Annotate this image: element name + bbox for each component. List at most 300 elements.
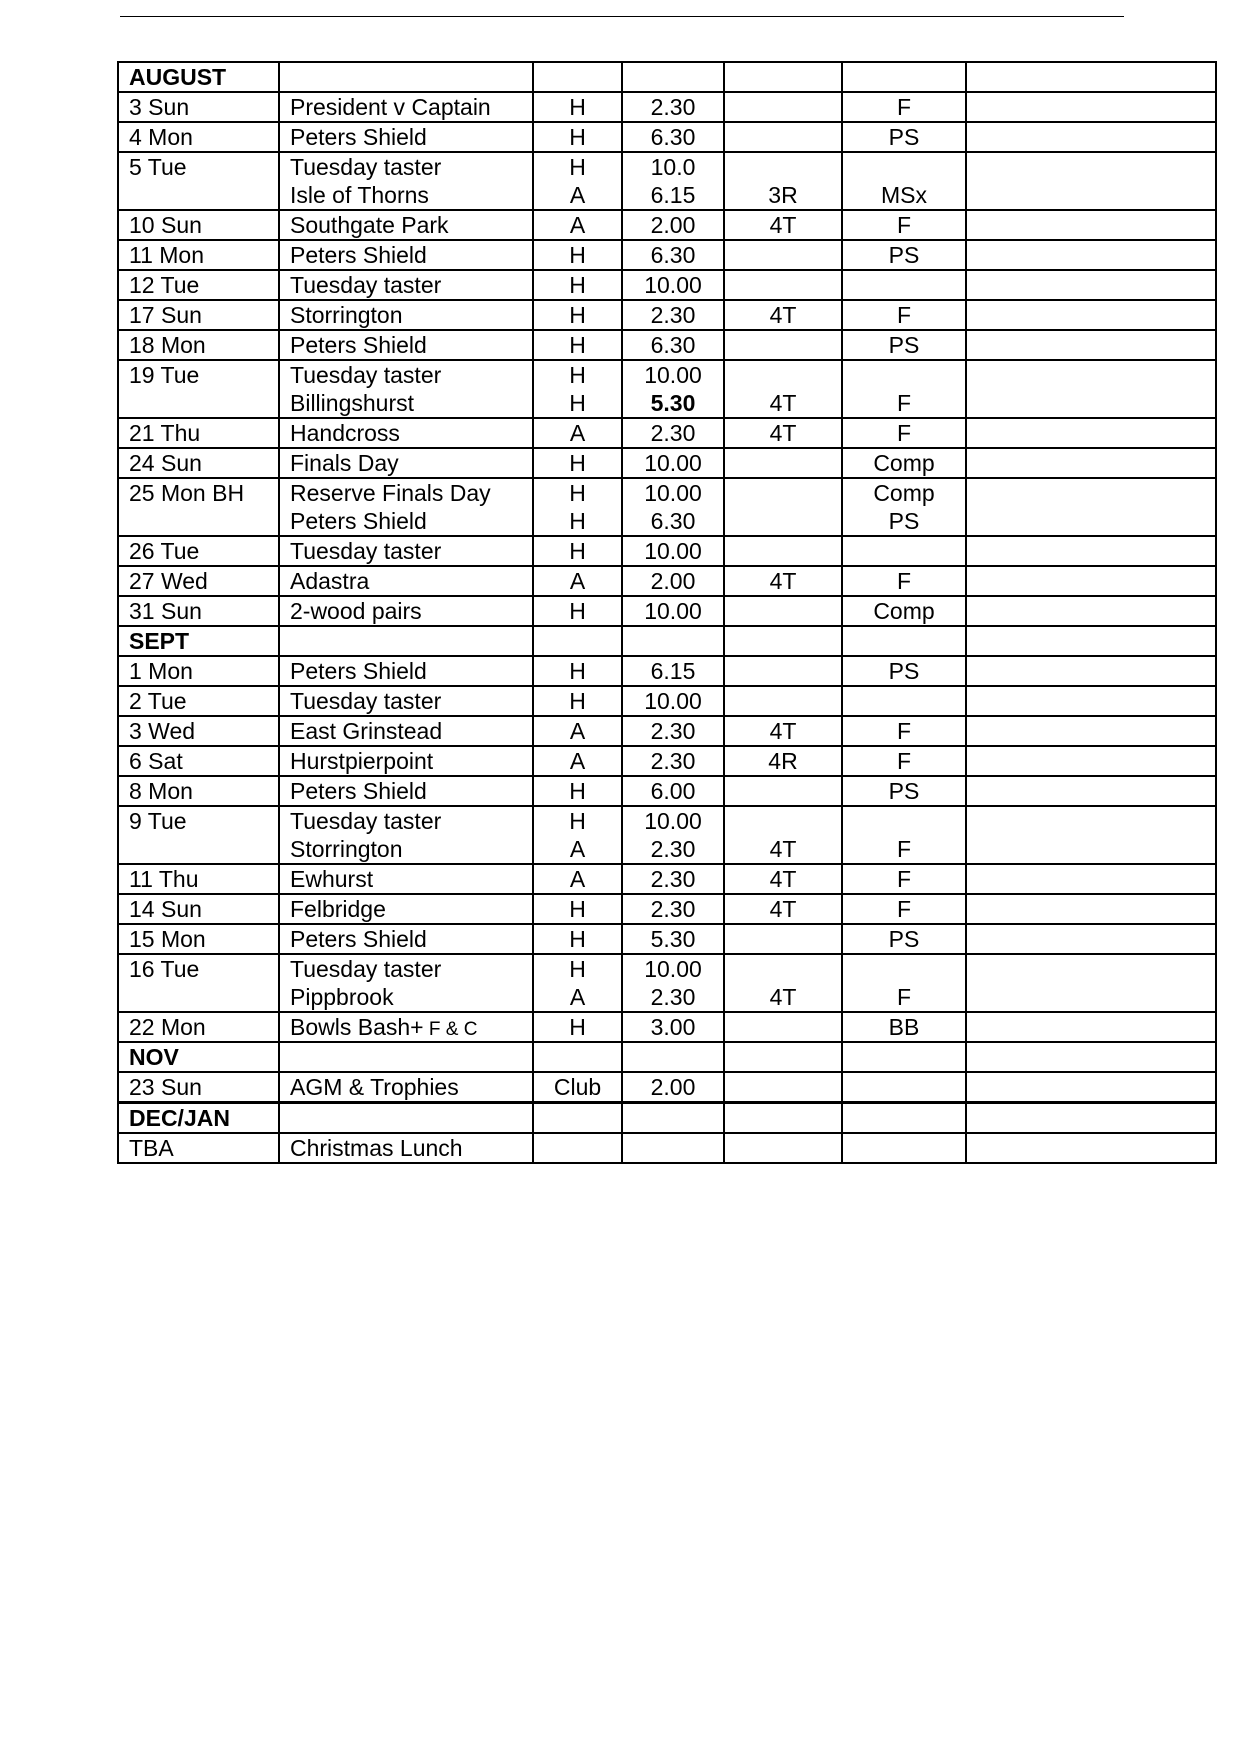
fixture-event: Hurstpierpoint	[290, 748, 434, 774]
fixture-event: Peters Shield	[290, 332, 427, 358]
fixture-venue-cell	[533, 152, 622, 210]
fixture-event-line	[290, 925, 532, 953]
fixture-row	[118, 894, 1216, 924]
fixture-venue: H	[569, 658, 586, 684]
fixture-time: 5.30	[650, 390, 696, 416]
fixture-team-cell	[724, 716, 842, 746]
fixture-type: F	[896, 984, 912, 1010]
fixture-team: 4T	[769, 984, 797, 1010]
fixture-venue-cell	[533, 864, 622, 894]
fixture-type-cell	[842, 418, 966, 448]
fixture-time-cell	[622, 330, 724, 360]
fixture-team-cell	[724, 210, 842, 240]
fixture-date: 3 Sun	[118, 92, 279, 122]
fixture-team-cell	[724, 864, 842, 894]
fixture-event-cell	[279, 1072, 533, 1103]
fixture-event-line	[290, 361, 532, 389]
fixture-event-line	[290, 895, 532, 923]
fixture-type: F	[896, 212, 912, 238]
fixture-notes-cell	[966, 478, 1216, 536]
fixture-row	[118, 746, 1216, 776]
fixture-time: 10.00	[644, 808, 702, 834]
fixture-row	[118, 536, 1216, 566]
fixture-time-cell	[622, 924, 724, 954]
fixture-team	[725, 687, 841, 715]
fixture-event: Reserve Finals Day	[290, 480, 491, 506]
fixture-event: Billingshurst	[290, 390, 414, 416]
fixture-event-line	[290, 687, 532, 715]
fixture-event: 2-wood pairs	[290, 598, 422, 624]
fixture-event: Ewhurst	[290, 866, 374, 892]
fixture-team-cell	[724, 566, 842, 596]
fixture-venue: H	[569, 124, 586, 150]
fixture-team	[725, 657, 841, 685]
fixture-notes-cell	[966, 448, 1216, 478]
fixture-time: 10.00	[644, 362, 702, 388]
fixture-type: F	[896, 568, 912, 594]
top-rule	[120, 16, 1124, 17]
fixture-time-cell	[622, 746, 724, 776]
fixture-event-cell	[279, 478, 533, 536]
fixture-venue-cell	[533, 240, 622, 270]
fixture-type: F	[896, 836, 912, 862]
fixture-row	[118, 92, 1216, 122]
fixture-time-cell	[622, 1133, 724, 1163]
fixture-type: F	[896, 302, 912, 328]
fixture-venue-cell	[533, 716, 622, 746]
fixture-type-cell	[842, 210, 966, 240]
fixture-notes-cell	[966, 864, 1216, 894]
empty-cell	[842, 62, 966, 92]
fixture-team-cell	[724, 270, 842, 300]
fixture-team: 4T	[769, 420, 797, 446]
fixture-date: 9 Tue	[118, 806, 279, 864]
fixture-venue: H	[569, 242, 586, 268]
fixture-date: 24 Sun	[118, 448, 279, 478]
fixture-time-cell	[622, 1072, 724, 1103]
fixture-notes-cell	[966, 330, 1216, 360]
empty-cell	[622, 1103, 724, 1134]
fixture-row	[118, 1012, 1216, 1042]
fixture-event-line	[290, 567, 532, 595]
fixture-time: 10.00	[644, 480, 702, 506]
fixture-event-cell	[279, 536, 533, 566]
fixture-team	[725, 241, 841, 269]
fixture-row	[118, 1133, 1216, 1163]
fixture-notes-cell	[966, 270, 1216, 300]
fixture-time-cell	[622, 478, 724, 536]
empty-cell	[724, 62, 842, 92]
fixture-time: 10.0	[650, 154, 696, 180]
fixture-type: PS	[888, 926, 920, 952]
fixture-time-cell	[622, 300, 724, 330]
fixture-event: Tuesday taster	[290, 808, 442, 834]
fixture-event-cell	[279, 686, 533, 716]
fixture-type-cell	[842, 656, 966, 686]
fixture-type-cell	[842, 122, 966, 152]
fixture-notes-cell	[966, 1133, 1216, 1163]
fixture-venue-cell	[533, 330, 622, 360]
fixture-event-cell	[279, 1012, 533, 1042]
fixture-date: TBA	[118, 1133, 279, 1163]
fixture-event-line	[290, 657, 532, 685]
fixture-event-line	[290, 181, 532, 209]
fixture-date: 25 Mon BH	[118, 478, 279, 536]
fixture-time-cell	[622, 360, 724, 418]
fixture-event-cell	[279, 152, 533, 210]
fixture-venue: H	[569, 508, 586, 534]
fixture-team	[725, 597, 841, 625]
fixture-event-cell	[279, 360, 533, 418]
fixture-venue-cell	[533, 478, 622, 536]
fixture-team	[725, 1134, 841, 1162]
empty-cell	[622, 62, 724, 92]
fixture-event: Storrington	[290, 302, 403, 328]
fixture-date: 17 Sun	[118, 300, 279, 330]
fixture-time: 2.30	[650, 302, 696, 328]
fixture-notes-cell	[966, 806, 1216, 864]
empty-cell	[533, 1103, 622, 1134]
fixture-event: Peters Shield	[290, 658, 427, 684]
fixture-event-cell	[279, 566, 533, 596]
fixture-type: PS	[888, 332, 920, 358]
fixture-venue: A	[569, 420, 586, 446]
fixture-team	[725, 925, 841, 953]
fixture-team	[725, 361, 841, 389]
fixture-type	[843, 687, 965, 715]
fixture-venue: A	[569, 836, 586, 862]
empty-cell	[966, 1042, 1216, 1072]
fixture-row	[118, 596, 1216, 626]
fixture-team	[725, 331, 841, 359]
fixture-team-cell	[724, 478, 842, 536]
fixture-team	[725, 955, 841, 983]
fixture-date: 3 Wed	[118, 716, 279, 746]
fixture-notes-cell	[966, 776, 1216, 806]
fixture-team: 4T	[769, 718, 797, 744]
fixture-venue-cell	[533, 596, 622, 626]
fixture-team-cell	[724, 1072, 842, 1103]
section-title: NOV	[118, 1042, 279, 1072]
fixture-event-line	[290, 1073, 532, 1101]
fixture-team-cell	[724, 240, 842, 270]
fixture-time-cell	[622, 776, 724, 806]
fixture-type-cell	[842, 92, 966, 122]
fixture-event: President v Captain	[290, 94, 491, 120]
fixture-team-cell	[724, 92, 842, 122]
fixture-venue: Club	[553, 1074, 602, 1100]
fixture-time-cell	[622, 240, 724, 270]
fixture-event-line	[290, 93, 532, 121]
fixture-event: East Grinstead	[290, 718, 443, 744]
fixture-venue-cell	[533, 122, 622, 152]
fixture-row	[118, 418, 1216, 448]
fixture-event-line	[290, 1013, 532, 1041]
fixture-type-cell	[842, 478, 966, 536]
fixture-time: 3.00	[650, 1014, 696, 1040]
fixture-notes-cell	[966, 418, 1216, 448]
fixture-date: 1 Mon	[118, 656, 279, 686]
fixture-venue-cell	[533, 776, 622, 806]
fixture-event-cell	[279, 300, 533, 330]
fixture-venue-cell	[533, 686, 622, 716]
fixture-event-line	[290, 865, 532, 893]
fixture-type-cell	[842, 954, 966, 1012]
fixture-date: 31 Sun	[118, 596, 279, 626]
fixture-event-cell	[279, 746, 533, 776]
fixture-row	[118, 924, 1216, 954]
fixture-row	[118, 210, 1216, 240]
fixture-team: 4R	[768, 748, 798, 774]
fixture-venue: H	[569, 480, 586, 506]
fixture-row	[118, 330, 1216, 360]
fixture-event-line	[290, 271, 532, 299]
fixture-venue: H	[569, 302, 586, 328]
fixture-time: 2.30	[650, 836, 696, 862]
fixture-time: 6.15	[650, 182, 696, 208]
empty-cell	[622, 1042, 724, 1072]
fixture-event-line	[290, 777, 532, 805]
fixture-time-cell	[622, 954, 724, 1012]
fixture-venue: A	[569, 182, 586, 208]
fixture-venue-cell	[533, 536, 622, 566]
fixture-team	[725, 537, 841, 565]
fixture-team-cell	[724, 1133, 842, 1163]
fixture-event: Peters Shield	[290, 124, 427, 150]
fixture-date: 19 Tue	[118, 360, 279, 418]
fixture-venue-cell	[533, 92, 622, 122]
fixture-venue: H	[569, 808, 586, 834]
fixture-notes-cell	[966, 686, 1216, 716]
fixture-event: Tuesday taster	[290, 956, 442, 982]
fixture-type: PS	[888, 124, 920, 150]
fixture-time-cell	[622, 864, 724, 894]
fixture-notes-cell	[966, 566, 1216, 596]
fixture-time-cell	[622, 448, 724, 478]
fixture-type	[843, 153, 965, 181]
fixture-type: F	[896, 718, 912, 744]
fixture-time: 2.30	[650, 896, 696, 922]
fixture-type: PS	[888, 508, 920, 534]
fixture-row	[118, 864, 1216, 894]
fixture-event-line	[290, 241, 532, 269]
fixture-event-cell	[279, 240, 533, 270]
fixture-row	[118, 716, 1216, 746]
fixture-team-cell	[724, 536, 842, 566]
fixture-notes-cell	[966, 746, 1216, 776]
fixture-type	[843, 955, 965, 983]
fixture-event-cell	[279, 954, 533, 1012]
section-header-row	[118, 1042, 1216, 1072]
fixture-type-cell	[842, 536, 966, 566]
fixture-row	[118, 776, 1216, 806]
fixture-event-cell	[279, 776, 533, 806]
fixture-event: Isle of Thorns	[290, 182, 429, 208]
fixture-venue-cell	[533, 1072, 622, 1103]
fixture-time-cell	[622, 152, 724, 210]
fixture-row	[118, 240, 1216, 270]
fixture-event-cell	[279, 894, 533, 924]
fixture-time: 10.00	[644, 688, 702, 714]
fixture-event-line	[290, 983, 532, 1011]
empty-cell	[279, 1042, 533, 1072]
fixture-event-cell	[279, 270, 533, 300]
fixture-date: 14 Sun	[118, 894, 279, 924]
fixture-venue-cell	[533, 566, 622, 596]
fixture-type: PS	[888, 242, 920, 268]
fixture-row	[118, 566, 1216, 596]
fixture-notes-cell	[966, 152, 1216, 210]
fixture-row	[118, 448, 1216, 478]
fixture-team-cell	[724, 360, 842, 418]
fixture-time: 2.00	[650, 212, 696, 238]
fixture-venue: H	[569, 778, 586, 804]
fixture-row	[118, 478, 1216, 536]
fixture-type-cell	[842, 746, 966, 776]
fixture-venue: H	[569, 538, 586, 564]
fixture-venue: H	[569, 154, 586, 180]
fixture-date: 23 Sun	[118, 1072, 279, 1103]
fixture-time: 2.30	[650, 748, 696, 774]
fixture-event-cell	[279, 1133, 533, 1163]
section-header-row	[118, 626, 1216, 656]
empty-cell	[279, 1103, 533, 1134]
fixture-type: Comp	[873, 480, 935, 506]
empty-cell	[533, 1042, 622, 1072]
fixture-venue: A	[569, 718, 586, 744]
fixture-time: 10.00	[644, 272, 702, 298]
fixture-team-cell	[724, 746, 842, 776]
fixture-time: 2.00	[650, 1074, 696, 1100]
fixture-notes-cell	[966, 1012, 1216, 1042]
fixture-team-cell	[724, 122, 842, 152]
fixture-team-cell	[724, 596, 842, 626]
fixture-venue-cell	[533, 300, 622, 330]
fixture-type-cell	[842, 716, 966, 746]
fixture-team	[725, 271, 841, 299]
fixture-venue-cell	[533, 270, 622, 300]
fixture-date: 8 Mon	[118, 776, 279, 806]
fixture-date: 6 Sat	[118, 746, 279, 776]
fixture-type-cell	[842, 1133, 966, 1163]
fixture-type	[843, 537, 965, 565]
fixture-type-cell	[842, 300, 966, 330]
fixture-team: 4T	[769, 302, 797, 328]
fixture-event-line	[290, 1134, 532, 1162]
fixture-time: 2.30	[650, 94, 696, 120]
empty-cell	[724, 1042, 842, 1072]
empty-cell	[842, 626, 966, 656]
fixture-event: Finals Day	[290, 450, 399, 476]
fixture-type: MSx	[881, 182, 927, 208]
fixture-time: 2.00	[650, 568, 696, 594]
fixture-type-cell	[842, 448, 966, 478]
fixture-time-cell	[622, 1012, 724, 1042]
fixture-type-cell	[842, 686, 966, 716]
fixture-type	[843, 1073, 965, 1101]
fixture-event-line	[290, 835, 532, 863]
fixture-event-line	[290, 537, 532, 565]
fixture-type-cell	[842, 596, 966, 626]
fixture-date: 11 Thu	[118, 864, 279, 894]
fixture-time-cell	[622, 92, 724, 122]
fixture-notes-cell	[966, 894, 1216, 924]
fixture-venue: H	[569, 450, 586, 476]
fixture-notes-cell	[966, 122, 1216, 152]
fixture-event: Tuesday taster	[290, 688, 442, 714]
fixture-type-cell	[842, 330, 966, 360]
fixture-type: F	[896, 420, 912, 446]
fixture-time-cell	[622, 122, 724, 152]
fixture-venue: H	[569, 332, 586, 358]
fixture-venue-cell	[533, 360, 622, 418]
fixture-type-cell	[842, 1072, 966, 1103]
fixture-time-cell	[622, 716, 724, 746]
fixture-row	[118, 300, 1216, 330]
fixture-date: 4 Mon	[118, 122, 279, 152]
fixture-notes-cell	[966, 360, 1216, 418]
fixture-time-cell	[622, 596, 724, 626]
fixture-time: 10.00	[644, 956, 702, 982]
fixture-notes-cell	[966, 954, 1216, 1012]
section-header-row	[118, 62, 1216, 92]
fixture-time: 5.30	[650, 926, 696, 952]
fixture-date: 22 Mon	[118, 1012, 279, 1042]
empty-cell	[279, 62, 533, 92]
fixture-team	[725, 507, 841, 535]
fixture-team-cell	[724, 656, 842, 686]
fixture-type: PS	[888, 778, 920, 804]
fixture-event-line	[290, 419, 532, 447]
fixture-team	[725, 449, 841, 477]
fixture-type: F	[896, 896, 912, 922]
fixture-type-cell	[842, 864, 966, 894]
fixture-notes-cell	[966, 300, 1216, 330]
fixture-event-cell	[279, 806, 533, 864]
fixture-time: 6.30	[650, 332, 696, 358]
fixture-team	[725, 123, 841, 151]
fixture-event-line	[290, 301, 532, 329]
fixture-event-line	[290, 807, 532, 835]
fixture-venue: A	[569, 866, 586, 892]
fixture-team	[725, 93, 841, 121]
fixture-event: Handcross	[290, 420, 400, 446]
fixture-venue-cell	[533, 954, 622, 1012]
fixture-type	[843, 361, 965, 389]
fixture-venue: H	[569, 956, 586, 982]
fixture-time-cell	[622, 210, 724, 240]
fixture-date: 18 Mon	[118, 330, 279, 360]
fixture-date: 26 Tue	[118, 536, 279, 566]
fixture-team	[725, 1013, 841, 1041]
fixture-event-cell	[279, 924, 533, 954]
fixture-venue-cell	[533, 1012, 622, 1042]
section-title: AUGUST	[118, 62, 279, 92]
fixture-event: Tuesday taster	[290, 362, 442, 388]
fixture-venue-cell	[533, 656, 622, 686]
fixture-venue: A	[569, 748, 586, 774]
fixture-venue: A	[569, 568, 586, 594]
fixture-date: 21 Thu	[118, 418, 279, 448]
fixture-event: Peters Shield	[290, 242, 427, 268]
fixture-type: F	[896, 94, 912, 120]
fixture-time-cell	[622, 656, 724, 686]
fixture-date: 2 Tue	[118, 686, 279, 716]
fixture-row	[118, 954, 1216, 1012]
fixture-type: F	[896, 748, 912, 774]
fixture-event-line	[290, 123, 532, 151]
fixture-date: 16 Tue	[118, 954, 279, 1012]
